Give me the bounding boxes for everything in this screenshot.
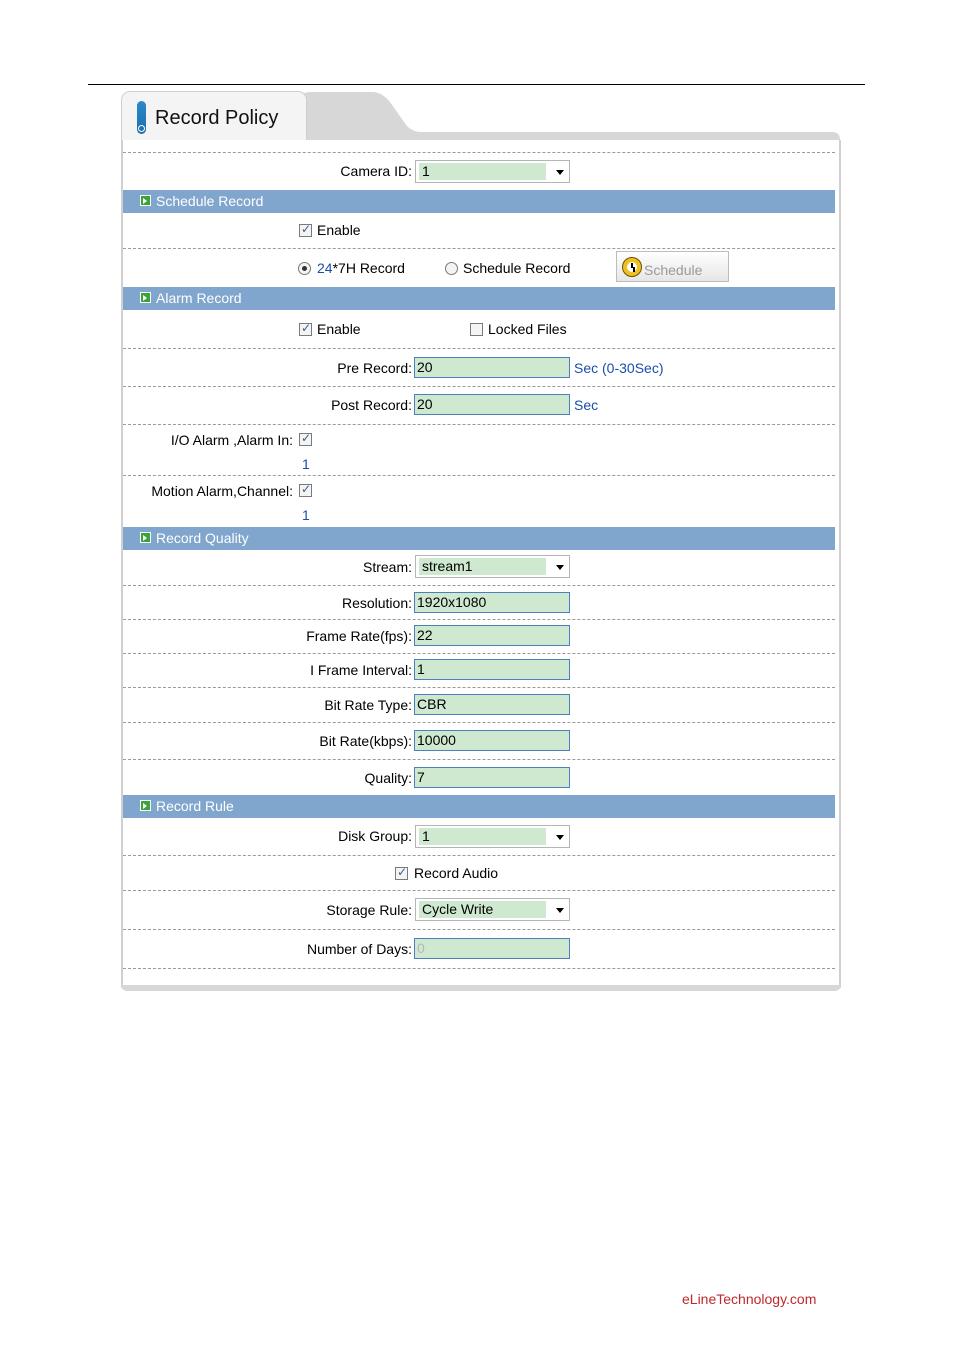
record-audio-checkbox[interactable] (395, 867, 408, 880)
section-record-quality (123, 527, 835, 550)
divider (123, 248, 835, 249)
divider (123, 152, 835, 153)
record-24x7-label-suffix: *7H Record (332, 260, 405, 276)
panel-bottom-border (121, 985, 841, 991)
record-24x7-label-prefix: 24 (317, 260, 333, 276)
frame-rate-label: Frame Rate(fps): (306, 628, 412, 644)
section-record-rule (123, 795, 835, 818)
bit-rate-input[interactable]: 10000 (414, 730, 570, 751)
divider (123, 929, 835, 930)
section-schedule-record (123, 190, 835, 213)
divider (123, 687, 835, 688)
divider (123, 722, 835, 723)
section-arrow-icon (140, 292, 151, 303)
divider (123, 475, 835, 476)
locked-files-label: Locked Files (488, 321, 567, 337)
chevron-down-icon (556, 835, 564, 840)
divider (123, 759, 835, 760)
stream-select[interactable] (415, 555, 570, 578)
record-24x7-radio[interactable] (298, 262, 311, 275)
alarm-enable-checkbox[interactable] (299, 323, 312, 336)
motion-alarm-label: Motion Alarm,Channel: (151, 483, 293, 499)
record-audio-label: Record Audio (414, 865, 499, 881)
divider (123, 348, 835, 349)
bit-rate-type-input[interactable]: CBR (414, 694, 570, 715)
page-title: Record Policy (155, 107, 279, 129)
frame-rate-input[interactable]: 22 (414, 625, 570, 646)
locked-files-checkbox[interactable] (470, 323, 483, 336)
bit-rate-type-label: Bit Rate Type: (324, 697, 412, 713)
schedule-button[interactable] (616, 251, 729, 282)
stream-value: stream1 (419, 558, 546, 575)
resolution-label: Resolution: (341, 595, 412, 611)
storage-rule-select[interactable] (415, 898, 570, 921)
footer-link[interactable]: eLineTechnology.com (682, 1291, 817, 1307)
section-arrow-icon (140, 195, 151, 206)
record-policy-tab[interactable] (121, 91, 307, 144)
post-record-input[interactable]: 20 (414, 394, 570, 415)
storage-rule-value: Cycle Write (419, 901, 546, 918)
section-arrow-icon (140, 800, 151, 811)
resolution-input[interactable]: 1920x1080 (414, 592, 570, 613)
divider (123, 386, 835, 387)
section-alarm-record (123, 287, 835, 310)
disk-group-value: 1 (419, 828, 546, 845)
storage-rule-label: Storage Rule: (326, 902, 412, 918)
quality-input[interactable]: 7 (414, 767, 570, 788)
alarm-enable-label: Enable (317, 321, 361, 337)
clock-icon (622, 257, 642, 277)
camera-id-select[interactable] (415, 160, 570, 183)
divider (123, 585, 835, 586)
quality-label: Quality: (364, 770, 412, 786)
divider (123, 653, 835, 654)
io-alarm-label: I/O Alarm ,Alarm In: (170, 432, 293, 448)
chevron-down-icon (556, 565, 564, 570)
io-alarm-checkbox[interactable] (299, 433, 312, 446)
camera-id-label: Camera ID: (340, 163, 412, 179)
tab-indicator-icon (137, 101, 146, 134)
section-title: Record Rule (156, 798, 234, 814)
section-title: Alarm Record (156, 290, 242, 306)
divider (123, 619, 835, 620)
post-record-unit: Sec (574, 397, 599, 413)
divider (123, 968, 835, 969)
post-record-label: Post Record: (331, 397, 412, 413)
motion-alarm-checkbox[interactable] (299, 484, 312, 497)
disk-group-select[interactable] (415, 825, 570, 848)
iframe-interval-input[interactable]: 1 (414, 659, 570, 680)
number-of-days-input[interactable]: 0 (414, 938, 570, 959)
section-title: Schedule Record (156, 193, 264, 209)
pre-record-input[interactable]: 20 (414, 357, 570, 378)
camera-id-value: 1 (419, 163, 546, 180)
pre-record-label: Pre Record: (337, 360, 412, 376)
divider (123, 855, 835, 856)
page-top-rule (88, 84, 865, 85)
divider (123, 890, 835, 891)
io-alarm-number: 1 (302, 456, 310, 472)
schedule-enable-checkbox[interactable] (299, 224, 312, 237)
record-24x7-label (317, 260, 405, 276)
schedule-record-label: Schedule Record (463, 260, 571, 276)
bit-rate-label: Bit Rate(kbps): (319, 733, 412, 749)
section-arrow-icon (140, 532, 151, 543)
disk-group-label: Disk Group: (338, 828, 412, 844)
chevron-down-icon (556, 170, 564, 175)
section-title: Record Quality (156, 530, 249, 546)
schedule-button-label: Schedule (644, 262, 703, 278)
motion-alarm-number: 1 (302, 507, 310, 523)
chevron-down-icon (556, 908, 564, 913)
tab-strip-background (300, 92, 840, 140)
stream-label: Stream: (362, 559, 412, 575)
divider (123, 424, 835, 425)
schedule-enable-label: Enable (317, 222, 361, 238)
number-of-days-label: Number of Days: (306, 941, 412, 957)
schedule-record-radio[interactable] (445, 262, 458, 275)
pre-record-unit: Sec (0-30Sec) (574, 360, 664, 376)
iframe-interval-label: I Frame Interval: (310, 662, 412, 678)
